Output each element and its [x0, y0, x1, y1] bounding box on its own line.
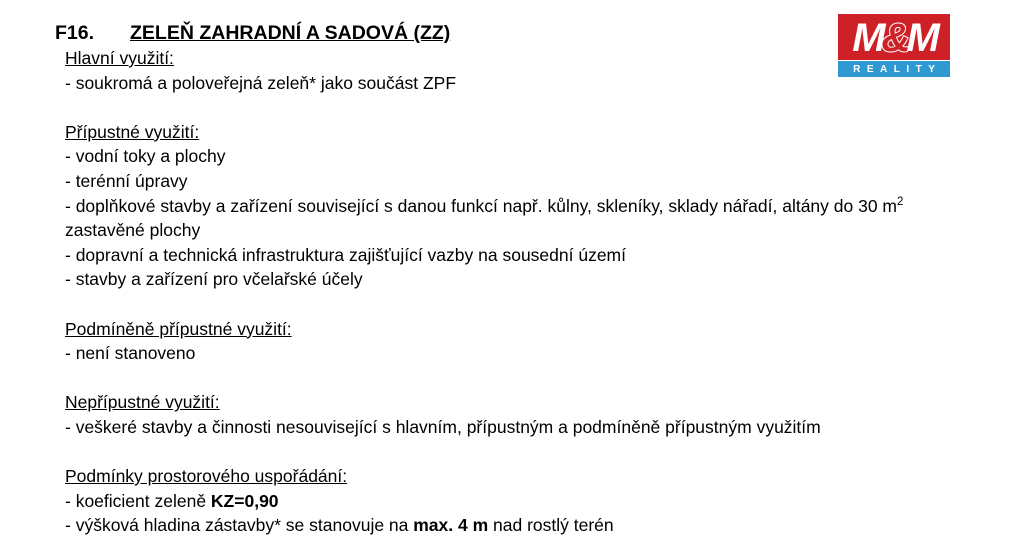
text-segment: nad rostlý terén [488, 515, 614, 536]
bold-value: KZ=0,90 [210, 490, 279, 511]
text-line: - veškeré stavby a činnosti nesouvisející s hlavním, přípustným a podmíněně přípustným využitím [65, 416, 821, 437]
logo-mm-graphic [838, 14, 950, 60]
mm-reality-logo [838, 14, 950, 77]
text-line: - není stanoveno [65, 343, 196, 364]
section-heading: Hlavní využití: [65, 48, 174, 68]
text-line [65, 194, 1015, 219]
document-body [65, 46, 1015, 538]
logo-reality-text: REALITY [838, 61, 950, 77]
section-heading: Přípustné využití: [65, 121, 200, 142]
section-heading: Podmíněně přípustné využití: [65, 318, 292, 339]
logo-letter-m1: M [852, 16, 882, 60]
section-nepripustne-vyuziti [65, 390, 1015, 439]
text-line [65, 489, 1015, 514]
text-segment: - koeficient zeleně [65, 490, 211, 511]
text-line [65, 513, 1015, 538]
text-segment: - doplňkové stavby a zařízení související s danou funkcí např. kůlny, skleníky, sklady nářadí, altány do 30 m [65, 195, 898, 216]
logo-ampersand-icon: & [881, 16, 907, 60]
document-text [55, 20, 1015, 538]
text-line-wrap-continuation: zastavěné plochy [65, 220, 201, 241]
section-pripustne-vyuziti [65, 120, 1015, 292]
text-line: - stavby a zařízení pro včelařské účely [65, 269, 363, 290]
section-heading: Podmínky prostorového uspořádání: [65, 466, 348, 487]
section-podminky-prostoroveho-usporadani [65, 464, 1015, 538]
logo-mm-box [838, 14, 950, 60]
section-code: F16. [55, 22, 95, 44]
section-heading: Nepřípustné využití: [65, 392, 220, 413]
text-line: - dopravní a technická infrastruktura zajišťující vazby na sousední území [65, 244, 626, 265]
section-podminene-pripustne-vyuziti [65, 317, 1015, 366]
bold-value: max. 4 m [413, 515, 489, 536]
text-segment: - výšková hladina zástavby* se stanovuje na [65, 515, 414, 536]
svg-text:M&M [852, 16, 941, 60]
logo-letter-m2: M [906, 16, 936, 60]
superscript: 2 [897, 195, 904, 208]
text-line: - vodní toky a plochy [65, 146, 226, 167]
text-line: - soukromá a poloveřejná zeleň* jako součást ZPF [65, 72, 457, 93]
text-line: - terénní úpravy [65, 170, 188, 191]
page-title: ZELEŇ ZAHRADNÍ A SADOVÁ (ZZ) [130, 22, 451, 44]
